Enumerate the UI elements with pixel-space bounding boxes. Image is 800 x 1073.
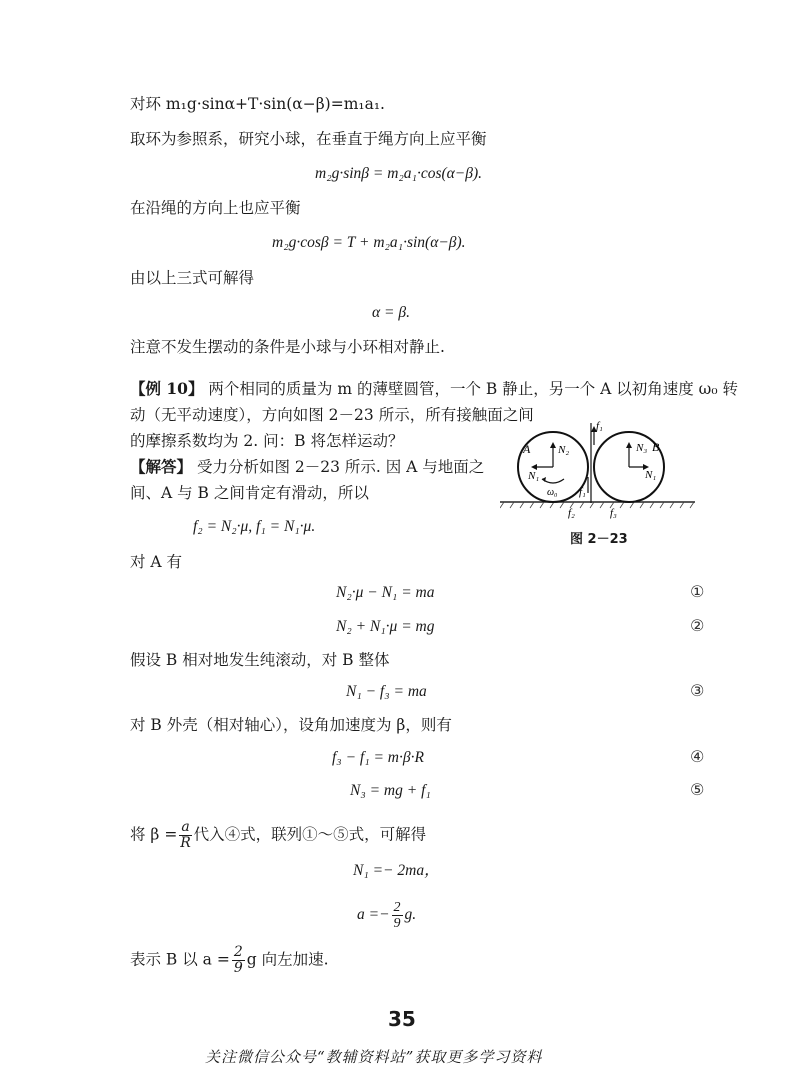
label-f1-bottom: f₁	[579, 486, 586, 498]
figure-2-23	[500, 415, 700, 525]
label-f3: f₃	[610, 507, 617, 519]
sub-pre: 将 β =	[130, 825, 178, 844]
label-n1-b: N₁	[645, 469, 657, 481]
example-tag: 【例 10】	[130, 379, 204, 398]
example-text: 两个相同的质量为 m 的薄壁圆管，一个 B 静止，另一个 A 以初角速度 ω₀ 转	[208, 380, 738, 398]
solution-line-1	[130, 456, 484, 478]
text-line: 取环为参照系，研究小球，在垂直于绳方向上应平衡	[130, 130, 487, 148]
example-line-3: 的摩擦系数均为 2. 问：B 将怎样运动？	[130, 432, 404, 450]
solution-tag: 【解答】	[130, 457, 193, 476]
solution-text: 受力分析如图 2－23 所示. 因 A 与地面之	[196, 458, 485, 476]
sub-post: 代入④式，联列①～⑤式，可解得	[193, 825, 427, 844]
equation: m₂g·cosβ = T + m₂a₁·sin(α−β).	[272, 234, 466, 251]
text-line: 对 A 有	[130, 553, 183, 571]
label-n2: N₂	[558, 444, 570, 456]
label-f1-top: f₁	[596, 420, 603, 432]
ground-hatch	[500, 502, 694, 508]
equation: N₁ − f₃ = ma	[346, 683, 427, 700]
equation: m₂g·sinβ = m₂a₁·cos(α−β).	[315, 165, 482, 182]
text-line: 对环 m₁g·sinα+T·sin(α−β)=m₁a₁.	[130, 95, 385, 113]
text-line: 注意不发生摆动的条件是小球与小环相对静止.	[130, 338, 445, 356]
fraction-2-over-9	[232, 945, 245, 976]
fraction-numerator: 2	[233, 944, 243, 960]
equation-marker-5: ⑤	[690, 780, 705, 799]
equation: N₂·μ − N₁ = ma	[336, 584, 435, 601]
result-equation	[357, 900, 416, 931]
text-line: 假设 B 相对地发生纯滚动，对 B 整体	[130, 651, 390, 669]
final-line	[130, 945, 329, 976]
final-pre: 表示 B 以 a =	[130, 950, 230, 969]
text-line: 由以上三式可解得	[130, 269, 255, 287]
example-line-2: 动（无平动速度），方向如图 2－23 所示，所有接触面之间	[130, 406, 534, 424]
label-a: A	[523, 442, 531, 456]
equation-marker-3: ③	[690, 681, 705, 700]
equation-marker-4: ④	[690, 747, 705, 766]
final-post: g 向左加速.	[246, 950, 329, 969]
label-omega: ω₀	[547, 487, 558, 498]
force-n3-arrowhead	[626, 442, 632, 448]
force-n2-arrowhead	[550, 442, 556, 448]
label-n1: N₁	[528, 470, 540, 482]
equation: N₁ =− 2ma，	[353, 862, 440, 879]
page-number: 35	[388, 1007, 416, 1031]
example-line-1	[130, 378, 738, 400]
fraction-denominator: R	[180, 835, 191, 851]
equation-marker-2: ②	[690, 616, 705, 635]
fraction-denominator: 9	[233, 960, 243, 976]
equation-marker-1: ①	[690, 582, 705, 601]
footer-note: 关注微信公众号“教辅资料站”获取更多学习资料	[205, 1048, 543, 1066]
equation: f₃ − f₁ = m·β·R	[332, 749, 424, 766]
fraction-numerator: a	[181, 819, 190, 835]
label-f2: f₂	[568, 507, 575, 519]
equation: α = β.	[372, 304, 410, 321]
text-line: 在沿绳的方向上也应平衡	[130, 199, 301, 217]
equation: N₃ = mg + f₁	[350, 782, 431, 799]
solution-line-2: 间、A 与 B 之间肯定有滑动，所以	[130, 484, 369, 502]
substitution-line	[130, 820, 426, 851]
equation: f₂ = N₂·μ, f₁ = N₁·μ.	[193, 518, 316, 535]
fraction-a-over-r	[179, 820, 191, 851]
res2-pre: a =−	[357, 906, 390, 924]
label-b: B	[652, 440, 660, 454]
fraction-numerator: 2	[393, 900, 401, 915]
fraction-denominator: 9	[393, 916, 401, 931]
label-n3: N₃	[636, 442, 648, 454]
figure-caption: 图 2－23	[570, 532, 628, 547]
equation: N₂ + N₁·μ = mg	[336, 618, 435, 635]
fraction-2-over-9	[392, 900, 403, 931]
text-line: 对 B 外壳（相对轴心），设角加速度为 β，则有	[130, 716, 452, 734]
res2-post: g.	[404, 906, 417, 924]
